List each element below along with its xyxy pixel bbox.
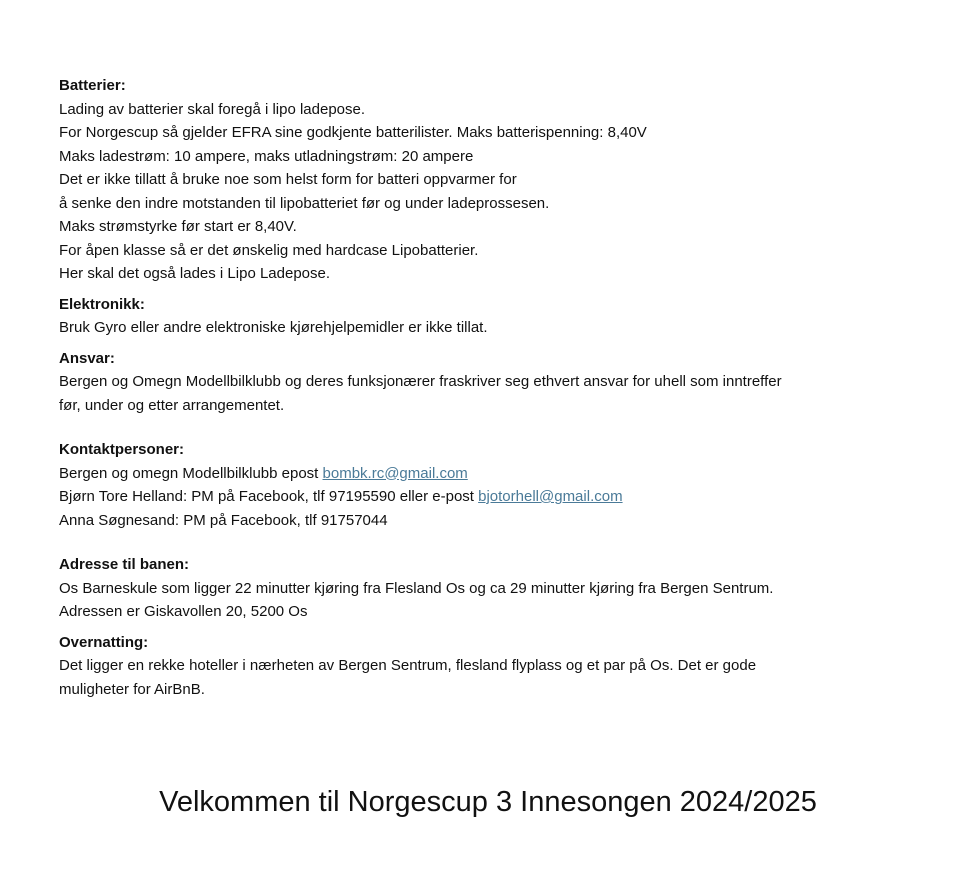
contact-bjorn (59, 485, 939, 509)
section-adresse (59, 553, 939, 624)
contact-anna: Anna Søgnesand: PM på Facebook, tlf 91757044 (59, 511, 388, 529)
heading-batterier: Batterier: (59, 77, 126, 94)
section-batterier (59, 74, 939, 286)
ansvar-line: Bergen og Omegn Modellbilklubb og deres funksjonærer fraskriver seg ethvert ansvar for uhell som inntreffer (59, 373, 782, 390)
heading-kontaktpersoner: Kontaktpersoner: (59, 441, 185, 458)
batterier-line: Det er ikke tillatt å bruke noe som helst form for batteri oppvarmer for (59, 171, 517, 188)
elektronikk-line: Bruk Gyro eller andre elektroniske kjørehjelpemidler er ikke tillat. (59, 319, 488, 336)
contact-club (59, 462, 939, 486)
bjorn-email-link[interactable]: bjotorhell@gmail.com (478, 488, 623, 505)
heading-elektronikk: Elektronikk: (59, 295, 145, 313)
heading-overnatting: Overnatting: (59, 633, 149, 651)
section-ansvar (59, 347, 939, 418)
heading-ansvar: Ansvar: (59, 349, 115, 367)
contact-club-text: Bergen og omegn Modellbilklubb epost (59, 464, 323, 482)
section-overnatting (59, 631, 939, 702)
overnatting-line: Det ligger en rekke hoteller i nærheten av Bergen Sentrum, flesland flyplass og et par på Os. Det er gode (59, 657, 757, 674)
batterier-line: å senke den indre motstanden til lipobatteriet før og under ladeprossesen. (59, 194, 550, 212)
adresse-line: Adressen er Giskavollen 20, 5200 Os (59, 603, 308, 620)
document-body (59, 74, 939, 708)
batterier-line: For åpen klasse så er det ønskelig med hardcase Lipobatterier. (59, 241, 479, 259)
club-email-link[interactable]: bombk.rc@gmail.com (322, 464, 468, 482)
ansvar-line: før, under og etter arrangementet. (59, 396, 285, 414)
batterier-line: For Norgescup så gjelder EFRA sine godkjente batterilister. Maks batterispenning: 8,40V (59, 124, 647, 141)
welcome-title: Velkommen til Norgescup 3 Innesongen 2024/2025 (159, 786, 817, 818)
batterier-line: Lading av batterier skal foregå i lipo ladepose. (59, 100, 366, 118)
heading-adresse: Adresse til banen: (59, 556, 190, 573)
batterier-line: Maks ladestrøm: 10 ampere, maks utladningstrøm: 20 ampere (59, 147, 474, 165)
contact-bjorn-text: Bjørn Tore Helland: PM på Facebook, tlf 97195590 eller e-post (59, 488, 479, 505)
section-elektronikk (59, 293, 939, 340)
batterier-line: Her skal det også lades i Lipo Ladepose. (59, 265, 331, 282)
adresse-line: Os Barneskule som ligger 22 minutter kjøring fra Flesland Os og ca 29 minutter kjøring fra Bergen Sentrum. (59, 579, 774, 597)
section-kontaktpersoner (59, 438, 939, 532)
overnatting-line: muligheter for AirBnB. (59, 680, 205, 698)
batterier-line: Maks strømstyrke før start er 8,40V. (59, 218, 297, 235)
